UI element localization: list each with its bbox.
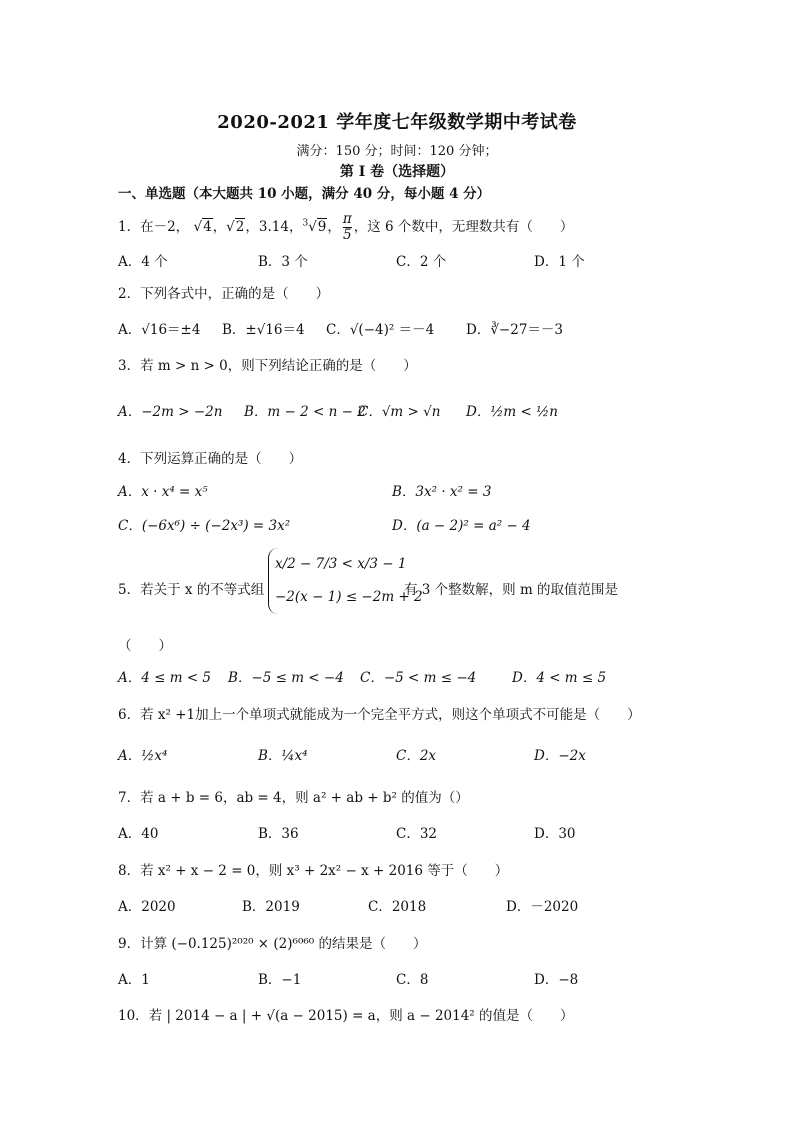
q7-option-a: A．40: [118, 826, 159, 842]
q5-option-a: A．4 ≤ m < 5: [118, 670, 212, 686]
q1-option-a: A．4 个: [118, 254, 168, 270]
q2-option-b: B．±√16＝4: [222, 322, 305, 338]
q4-option-a: A．x · x⁴ = x⁵: [118, 484, 208, 500]
q1-cube-root-9: 9: [317, 218, 327, 235]
q1-five: 5: [343, 226, 352, 243]
q1-option-d: D．1 个: [534, 254, 585, 270]
q7-option-b: B．36: [258, 826, 299, 842]
q8-option-d: D．－2020: [506, 899, 579, 915]
q5-option-d: D．4 < m ≤ 5: [512, 670, 607, 686]
question-10: 10．若 | 2014 − a | + √(a − 2015) = a，则 a − 2014² 的值是（ ）: [118, 1008, 574, 1024]
q7-option-c: C．32: [396, 826, 438, 842]
q6-option-b: B．¼x⁴: [258, 748, 308, 764]
q4-option-c: C．(−6x⁶) ÷ (−2x³) = 3x²: [118, 518, 291, 534]
question-5-stem-start: 5．若关于 x 的不等式组: [118, 582, 265, 598]
q9-option-c: C．8: [396, 972, 429, 988]
section-heading: 一、单选题（本大题共 10 小题，满分 40 分，每小题 4 分）: [118, 186, 491, 202]
q5-inequality-2: −2(x − 1) ≤ −2m + 2: [275, 589, 423, 605]
exam-title: 2020-2021 学年度七年级数学期中考试卷: [217, 112, 577, 133]
q1-stem-mid: ，3.14，: [245, 218, 303, 235]
question-9: 9．计算 (−0.125)²⁰²⁰ × (2)⁶⁰⁶⁰ 的结果是（ ）: [118, 936, 427, 952]
q1-root-4: 4: [203, 218, 212, 235]
q6-option-d: D．−2x: [534, 748, 586, 764]
q1-option-c: C．2 个: [396, 254, 447, 270]
q1-root-2: 2: [235, 218, 245, 235]
q3-option-c: C．√m > √n: [358, 404, 441, 420]
q3-option-a: A．−2m > −2n: [118, 404, 223, 420]
q4-option-b: B．3x² · x² = 3: [392, 484, 492, 500]
question-7: 7．若 a + b = 6，ab = 4，则 a² + ab + b² 的值为（）: [118, 790, 469, 806]
q5-option-b: B．−5 ≤ m < −4: [228, 670, 344, 686]
question-8: 8．若 x² + x − 2 = 0，则 x³ + 2x² − x + 2016 等于（ ）: [118, 863, 509, 879]
q2-option-d: D．∛−27＝－3: [466, 322, 564, 338]
q2-option-a: A．√16＝±4: [118, 322, 201, 338]
q7-option-d: D．30: [534, 826, 576, 842]
q9-option-d: D．−8: [534, 972, 579, 988]
question-5-stem-end: 有 3 个整数解，则 m 的取值范围是: [404, 582, 619, 598]
q1-fraction-pi-5: [343, 212, 352, 243]
question-3: 3．若 m > n > 0，则下列结论正确的是（ ）: [118, 358, 417, 374]
question-2: 2．下列各式中，正确的是（ ）: [118, 286, 330, 302]
question-5-bracket: （ ）: [118, 638, 172, 654]
q4-option-d: D．(a − 2)² = a² − 4: [392, 518, 531, 534]
q1-stem-end: ，这 6 个数中，无理数共有（ ）: [353, 218, 574, 235]
q9-option-b: B．−1: [258, 972, 302, 988]
q3-option-b: B．m − 2 < n − 2: [244, 404, 366, 420]
exam-meta: 满分：150 分；时间：120 分钟；: [296, 144, 498, 159]
q1-pi: π: [342, 211, 352, 227]
q3-option-d: D．½m < ½n: [466, 404, 558, 420]
q9-option-a: A．1: [118, 972, 150, 988]
question-6: 6．若 x² +1加上一个单项式就能成为一个完全平方式，则这个单项式不可能是（ ）: [118, 707, 641, 723]
q8-option-c: C．2018: [368, 899, 427, 915]
exam-part-heading: 第 I 卷（选择题）: [339, 164, 455, 180]
q1-stem-start: 1．在－2，: [118, 218, 190, 235]
q8-option-b: B．2019: [242, 899, 300, 915]
question-4: 4．下列运算正确的是（ ）: [118, 451, 303, 467]
q6-option-a: A．½x⁴: [118, 748, 168, 764]
q6-option-c: C．2x: [396, 748, 437, 764]
q5-inequality-1: x/2 − 7/3 < x/3 − 1: [275, 556, 407, 572]
q5-option-c: C．−5 < m ≤ −4: [360, 670, 477, 686]
q2-option-c: C．√(−4)² ＝－4: [326, 322, 435, 338]
q1-option-b: B．3 个: [258, 254, 308, 270]
q5-inequality-system: [268, 548, 423, 614]
question-1: 1．在－2， √4，√2，3.14，$^3$√9， $\frac{\pi}{5}$ ，这 6 个数中，无理数共有（ ）: [118, 211, 574, 243]
q8-option-a: A．2020: [118, 899, 176, 915]
